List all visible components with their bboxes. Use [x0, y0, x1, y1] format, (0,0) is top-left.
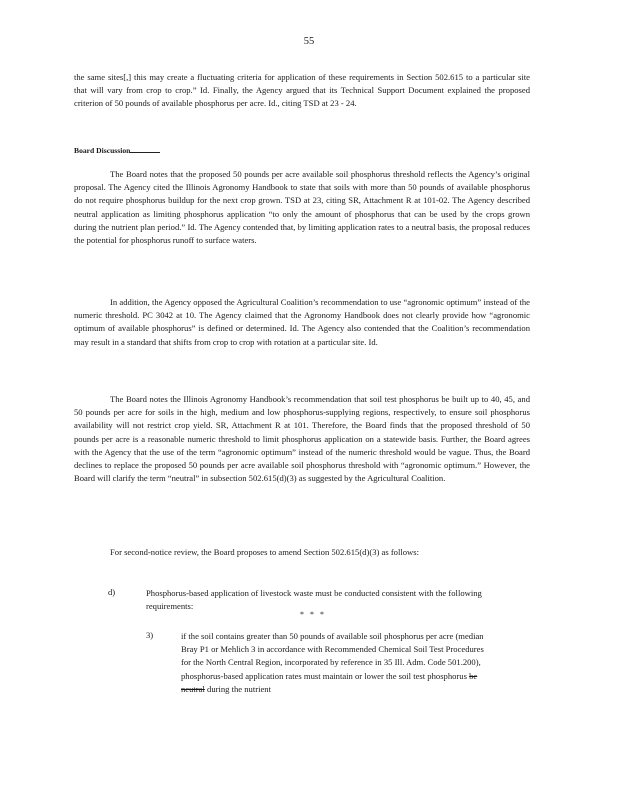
- paragraph-2-text: In addition, the Agency opposed the Agricultural Coalition’s recommendation to use “agronomic optimum” instead of the numeric threshold. PC 3042 at 10. The Agency claimed that the Agronomy Handbook does not clearly provide how “agronomic optimum of available phosphorus” is defined or determined. Id. The Agency also contended that the Coalition’s recommendation may result in a standard that shifts from crop to crop with rotation at a particular site. Id.: [74, 297, 530, 347]
- subitem-3-label: 3): [146, 630, 154, 640]
- heading-text: Board Discussion: [74, 146, 131, 155]
- item-d-label: d): [108, 587, 116, 597]
- heading-underline: [130, 144, 160, 153]
- section-heading: [74, 144, 160, 155]
- subitem-3-struck: be neutral: [181, 670, 478, 694]
- subitem-3-end: during the nutrient: [204, 683, 271, 694]
- paragraph-1-text: The Board notes that the proposed 50 pounds per acre available soil phosphorus threshold reflects the Agency’s original proposal. The Agency cited the Illinois Agronomy Handbook to state that soils with more than 50 pounds of available phosphorus do not require phosphorus buildup for the next crop grown. TSD at 23, citing SR, Attachment R at 101-02. The Agency described neutral application as limiting phosphorus application “to only the amount of phosphorus that can be used by the crops grown during the nutrient plan period.” Id. The Agency contended that, by limiting application rates to a neutral basis, the proposal reduces the potential for phosphorus runoff to surface waters.: [74, 169, 530, 246]
- paragraph-3-text: The Board notes the Illinois Agronomy Handbook’s recommendation that soil test phosphorus be built up to 40, 45, and 50 pounds per acre for soils in the high, medium and low phosphorus-supplying regions, respectively, to ensure soil phosphorus availability will not restrict crop yield. SR, Attachment R at 101. Therefore, the Board finds that the proposed threshold of 50 pounds per acre is a reasonable numeric threshold to limit phosphorus application on a statewide basis. Further, the Board agrees with the Agency that the use of the term “agronomic optimum” instead of the numeric threshold would be vague. Thus, the Board declines to replace the proposed 50 pounds per acre available soil phosphorus threshold with “agronomic optimum.” However, the Board will clarify the term “neutral” in subsection 502.615(d)(3) as suggested by the Agricultural Coalition.: [74, 394, 530, 484]
- paragraph-3: [74, 393, 530, 485]
- omission-asterisks: * * *: [300, 610, 326, 619]
- item-d-text: Phosphorus-based application of livestock waste must be conducted consistent with the following requirements:: [146, 588, 482, 612]
- subitem-3-text: [181, 630, 493, 696]
- paragraph-2: [74, 296, 530, 349]
- continuation-text: the same sites[,] this may create a fluctuating criteria for application of these requirements in Section 502.615 to a particular site that will vary from crop to crop.” Id. Finally, the Agency argued that its Technical Support Document explained the proposed criterion of 50 pounds of available phosphorus per acre. Id., citing TSD at 23 - 24.: [74, 72, 530, 109]
- continuation-paragraph: [74, 71, 530, 111]
- paragraph-4: [74, 546, 530, 559]
- page-number: 55: [303, 36, 315, 47]
- paragraph-4-text: For second-notice review, the Board proposes to amend Section 502.615(d)(3) as follows:: [110, 547, 419, 557]
- paragraph-1: [74, 168, 530, 247]
- subitem-3-main: if the soil contains greater than 50 pounds of available soil phosphorus per acre (median Bray P1 or Mehlich 3 in accordance with Recommended Chemical Soil Test Procedures for the North Central Region, incorporated by reference in 35 Ill. Adm. Code 501.200), phosphorus-based application rates must maintain or lower the soil test phosphorus: [181, 631, 484, 681]
